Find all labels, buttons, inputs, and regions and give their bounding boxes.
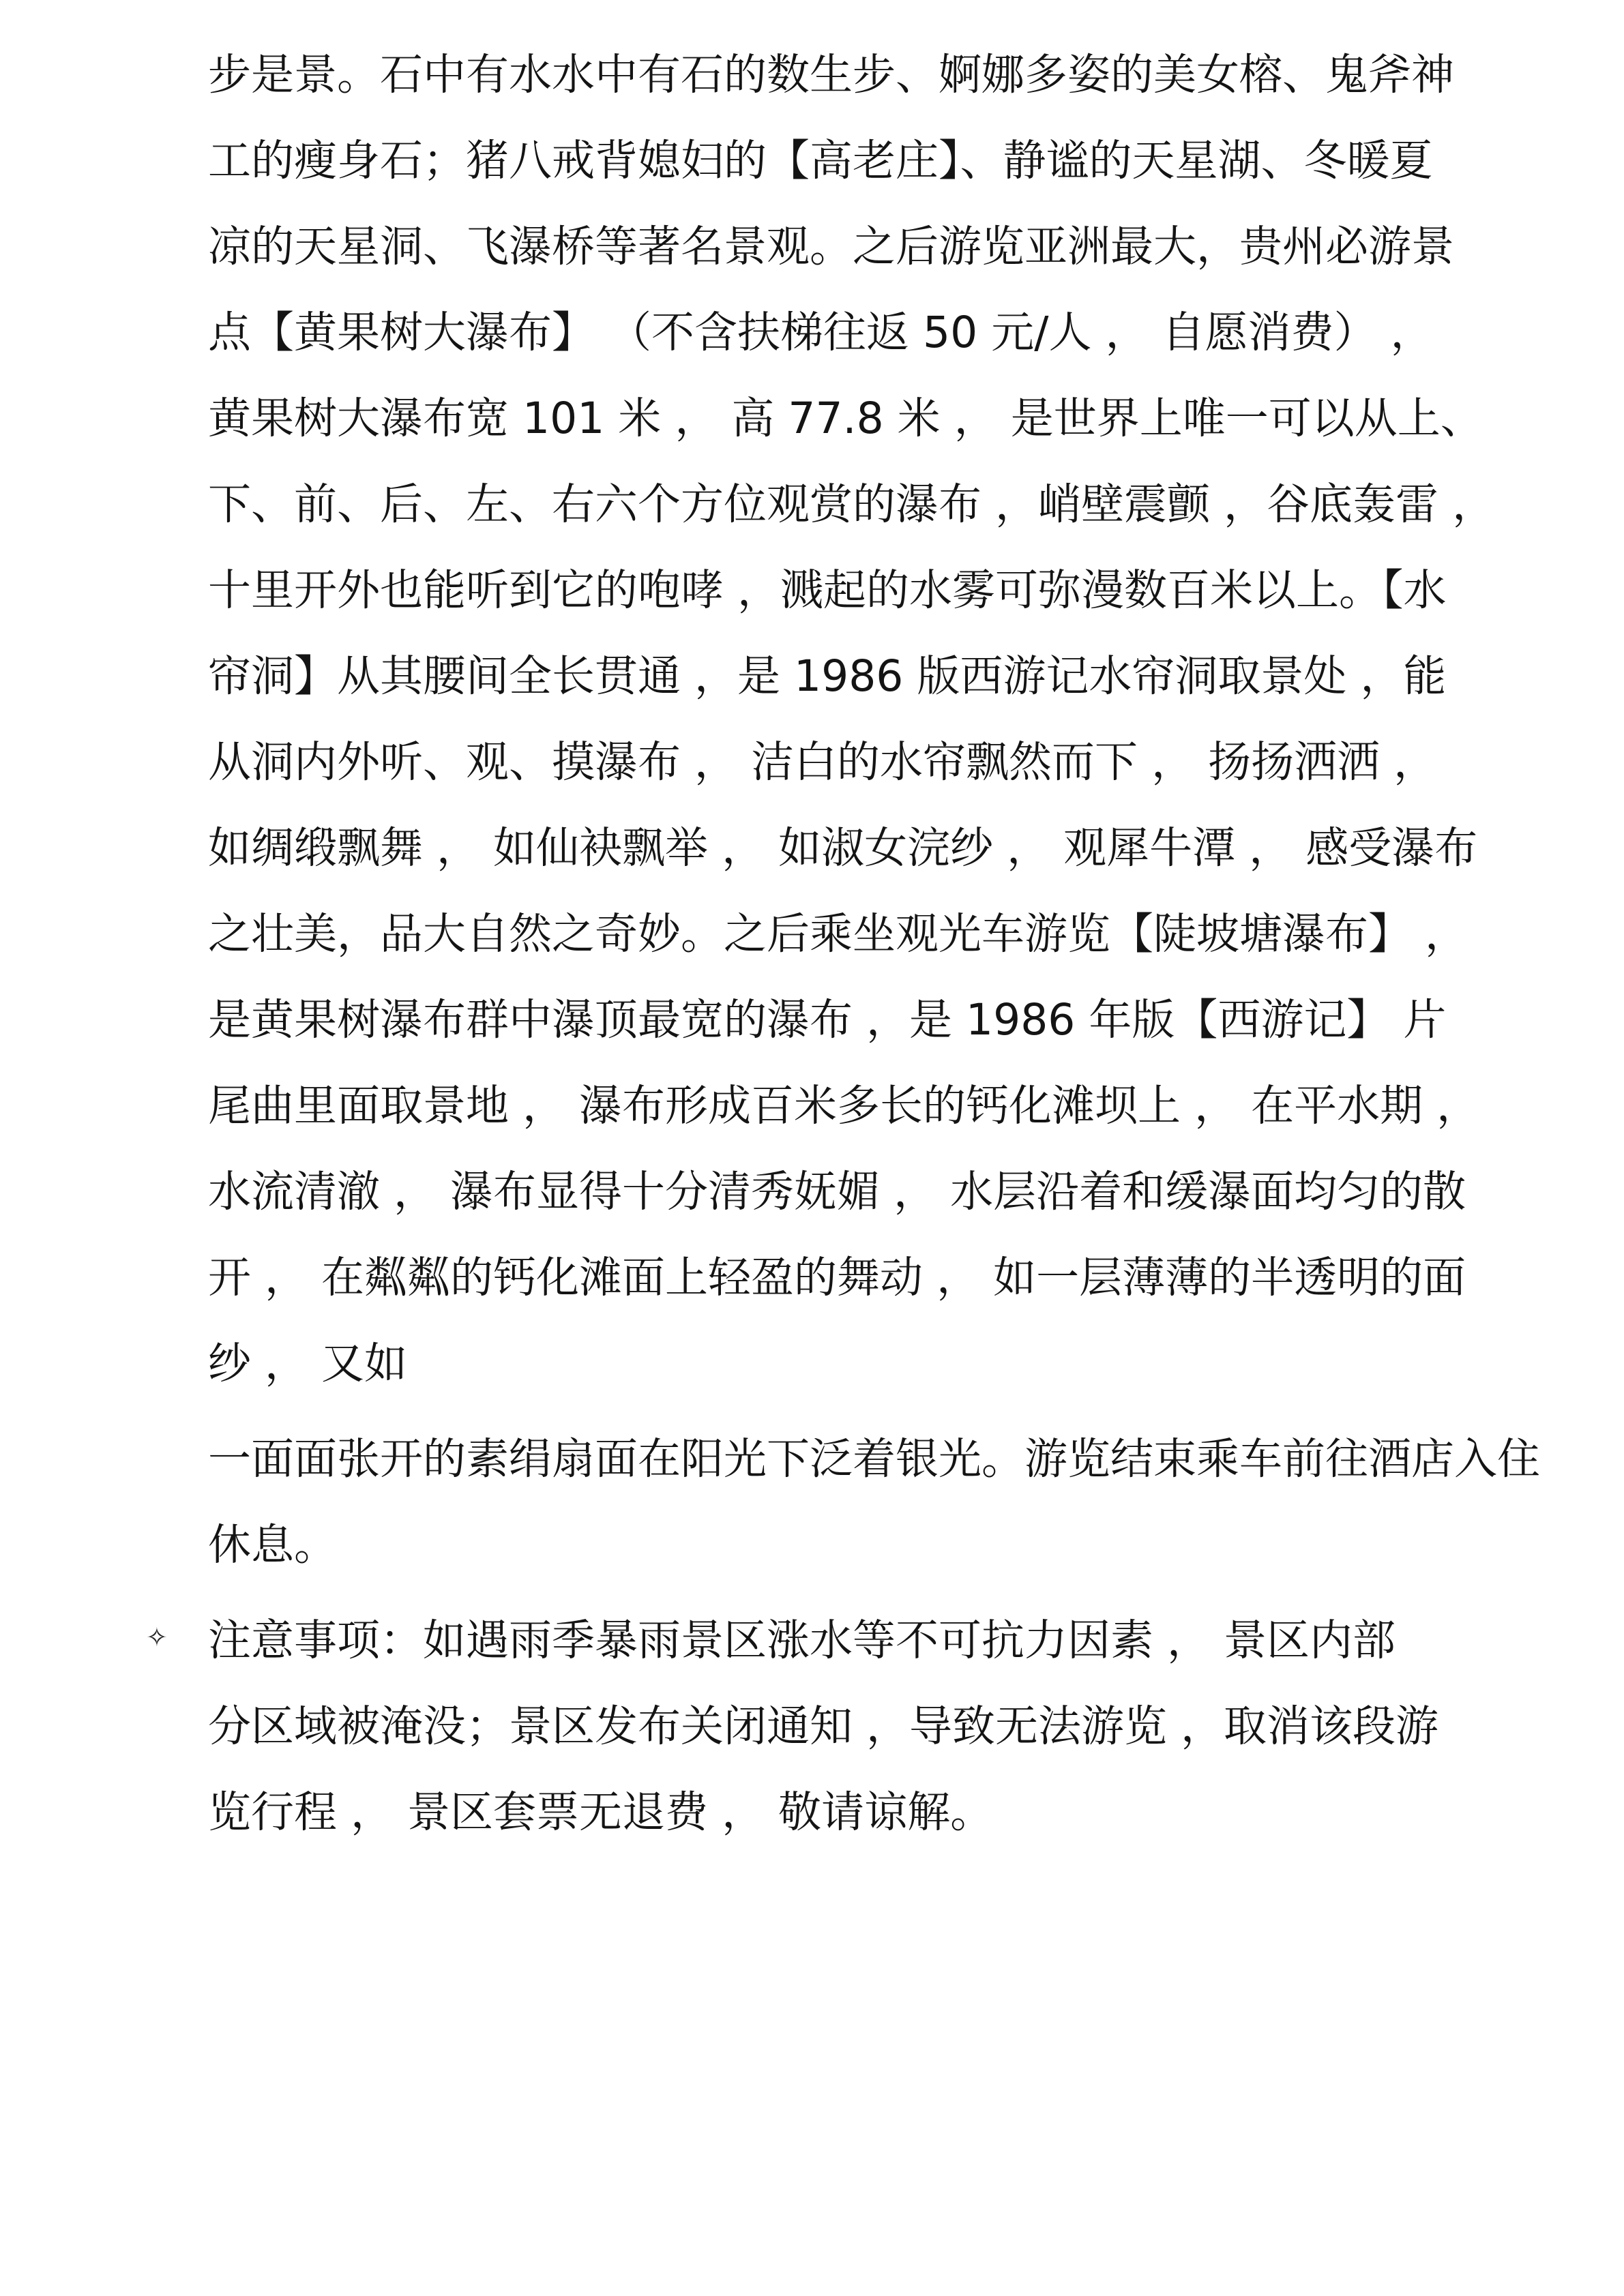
diamond-bullet-icon: ✧ [146,1622,168,1652]
notice-line: 分区域被淹没；景区发布关闭通知 ，导致无法游览 ，取消该段游 [208,1701,1439,1751]
paragraph-line: 帘洞】从其腰间全长贯通 ，是 1986 版西游记水帘洞取景处 ，能 [208,651,1447,701]
paragraph-line: 是黄果树瀑布群中瀑顶最宽的瀑布 ，是 1986 年版【西游记】 片 [208,995,1447,1045]
paragraph-line: 一面面张开的素绢扇面在阳光下泛着银光。游览结束乘车前往酒店入住 [208,1434,1540,1484]
paragraph-line: 凉的天星洞、飞瀑桥等著名景观。之后游览亚洲最大，贵州必游景 [208,222,1454,271]
paragraph-line: 休息。 [208,1520,337,1570]
paragraph-line: 纱 ， 又如 [208,1339,408,1388]
paragraph-line: 水流清澈 ， 瀑布显得十分清秀妩媚 ， 水层沿着和缓瀑面均匀的散 [208,1167,1466,1217]
paragraph-line: 如绸缎飘舞 ， 如仙袂飘举 ， 如淑女浣纱 ， 观犀牛潭 ， 感受瀑布 [208,823,1478,873]
notice-line: 览行程 ， 景区套票无退费 ， 敬请谅解。 [208,1787,994,1837]
paragraph-line: 从洞内外听、观、摸瀑布 ， 洁白的水帘飘然而下 ， 扬扬洒洒 ， [208,737,1437,787]
paragraph-line: 下、前、后、左、右六个方位观赏的瀑布 ，峭壁震颤 ，谷底轰雷 ， [208,479,1496,529]
paragraph-line: 之壮美，品大自然之奇妙。之后乘坐观光车游览【陡坡塘瀑布】 ， [208,909,1468,959]
paragraph-line: 步是景。石中有水水中有石的数生步、婀娜多姿的美女榕、鬼斧神 [208,50,1454,100]
paragraph-line: 黄果树大瀑布宽 101 米 ， 高 77.8 米 ， 是世界上唯一可以从上、 [208,393,1483,443]
paragraph-line: 开 ， 在粼粼的钙化滩面上轻盈的舞动 ， 如一层薄薄的半透明的面 [208,1253,1466,1302]
notice-line: 注意事项：如遇雨季暴雨景区涨水等不可抗力因素 ， 景区内部 [208,1615,1396,1665]
paragraph-line: 点【黄果树大瀑布】 （不含扶梯往返 50 元/人 ， 自愿消费） ， [208,308,1434,357]
paragraph-line: 尾曲里面取景地 ， 瀑布形成百米多长的钙化滩坝上 ， 在平水期 ， [208,1081,1480,1131]
paragraph-line: 十里开外也能听到它的咆哮 ，溅起的水雾可弥漫数百米以上。【水 [208,565,1447,615]
paragraph-line: 工的瘦身石；猪八戒背媳妇的【高老庄】、静谧的天星湖、冬暖夏 [208,136,1433,185]
